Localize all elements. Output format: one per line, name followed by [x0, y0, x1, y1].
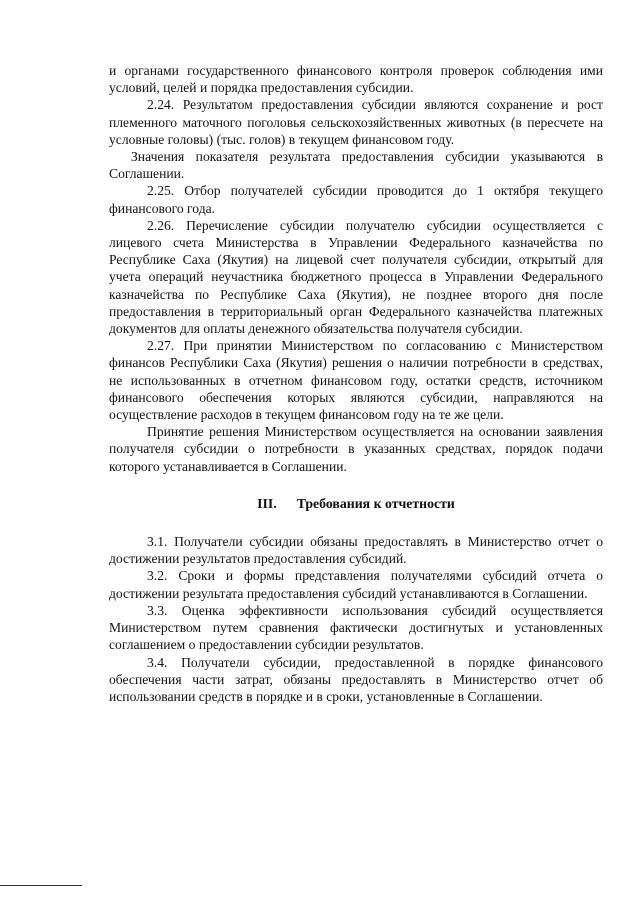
footnote-divider [0, 885, 82, 886]
paragraph-2-25: 2.25. Отбор получателей субсидии проводится до 1 октября текущего финансового года. [109, 183, 603, 216]
paragraph-3-1: 3.1. Получатели субсидии обязаны предоставлять в Министерство отчет о достижении результатов предоставления субсидий. [109, 534, 603, 567]
paragraph-2-26: 2.26. Перечисление субсидии получателю субсидии осуществляется с лицевого счета Министерства в Управлении Федерального казначейства по Республике Саха (Якутия) на лицевой счет получателя субсидии, открытый для учета операций неучастника бюджетного процесса в Управлении Федерального казначейства по Республике Саха (Якутия), не позднее второго дня после предоставления в территориальный орган Федерального казначейства платежных документов для оплаты денежного обязательства получателя субсидии. [109, 217, 603, 337]
paragraph-2-27: 2.27. При принятии Министерством по согласованию с Министерством финансов Республики Саха (Якутия) решения о наличии потребности в средствах, не использованных в отчетном финансовом году, остатки средств, источником финансового обеспечения которых являются субсидии, направляются на осуществление расходов в текущем финансовом году на те же цели. [109, 338, 603, 423]
paragraph-indicator-values: Значения показателя результата предоставления субсидии указываются в Соглашении. [109, 149, 603, 182]
section-heading [109, 475, 603, 533]
paragraph-3-3: 3.3. Оценка эффективности использования субсидий осуществляется Министерством путем сравнения фактически достигнутых и установленных соглашением о предоставлении субсидии результатов. [109, 602, 603, 653]
document-page [109, 62, 603, 705]
section-number: III. [257, 495, 277, 511]
paragraphs-bottom [109, 533, 603, 705]
section-title: Требования к отчетности [296, 495, 455, 511]
paragraph-3-4: 3.4. Получатели субсидии, предоставленной в порядке финансового обеспечения части затрат, обязаны предоставлять в Министерство отчет об использовании средств в порядке и в сроки, установленные в Соглашении. [109, 654, 603, 704]
paragraphs-top [109, 62, 603, 475]
paragraph-2-24: 2.24. Результатом предоставления субсидии являются сохранение и рост племенного маточного поголовья сельскохозяйственных животных (в пересчете на условные головы) (тыс. голов) в текущем финансовом году. [109, 97, 603, 147]
paragraph-decision: Принятие решения Министерством осуществляется на основании заявления получателя субсидии о потребности в указанных средствах, порядок подачи которого устанавливается в Соглашении. [109, 424, 603, 474]
paragraph-3-2: 3.2. Сроки и формы представления получателями субсидий отчета о достижении результата предоставления субсидий устанавливаются в Соглашении. [109, 568, 603, 601]
paragraph: и органами государственного финансового контроля проверок соблюдения ими условий, целей и порядка предоставления субсидии. [109, 63, 603, 96]
